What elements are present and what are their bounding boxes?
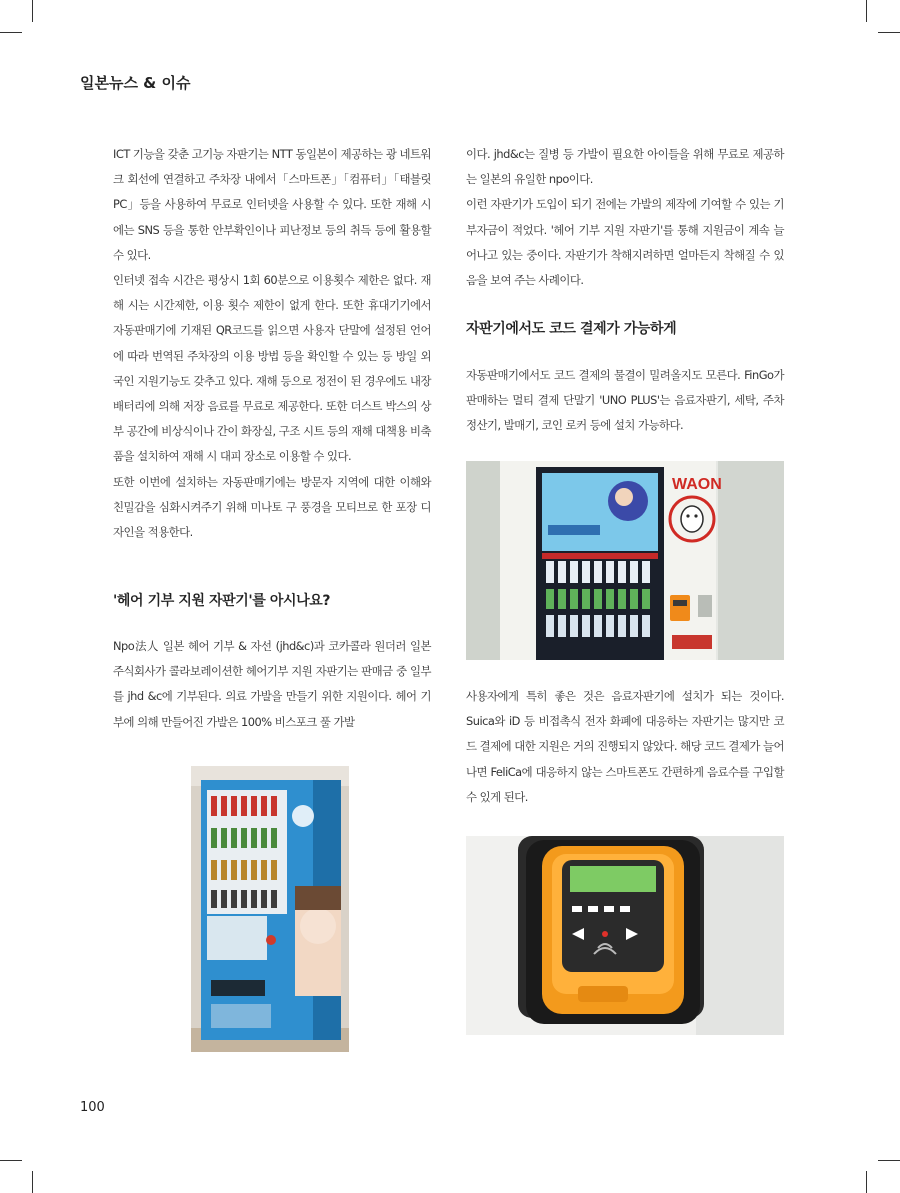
crop-mark: [0, 32, 22, 33]
crop-mark: [878, 1160, 900, 1161]
section-heading: 자판기에서도 코드 결제가 가능하게: [466, 321, 677, 337]
paragraph: Npo法人 일본 헤어 기부 & 자선 (jhd&c)과 코카콜라 원더러 일본 주식회사가 콜라보레이션한 헤어기부 지원 자판기는 판매금 중 일부를 jhd &c에 기부된다. 의료 가발을 만들기 위한 지원이다. 헤어 기부에 의해 만들어진 가발은 100% 비스포크 풀 가발: [113, 639, 431, 729]
crop-mark: [866, 0, 867, 22]
right-column: [466, 142, 784, 293]
section-heading: '헤어 기부 지원 자판기'를 아시나요?: [113, 593, 331, 609]
right-column-middle: [466, 363, 784, 439]
paragraph: 자동판매기에서도 코드 결제의 물결이 밀려올지도 모른다. FinGo가 판매하는 멀티 결제 단말기 'UNO PLUS'는 음료자판기, 세탁, 주차정산기, 발매기, 코인 로커 등에 설치 가능하다.: [466, 368, 784, 433]
left-column: [113, 142, 431, 545]
paragraph: ICT 기능을 갖춘 고기능 자판기는 NTT 동일본이 제공하는 광 네트워크 회선에 연결하고 주차장 내에서「스마트폰」「컴퓨터」「태블릿 PC」등을 사용하여 무료로 인터넷을 사용할 수 있다. 또한 재해 시에는 SNS 등을 통한 안부확인이나 피난정보 등의 취득 등에 활용할 수 있다.: [113, 147, 431, 262]
waon-vending-machine-photo: [466, 461, 784, 660]
crop-mark: [878, 32, 900, 33]
right-column-lower: [466, 684, 784, 810]
paragraph: 인터넷 접속 시간은 평상시 1회 60분으로 이용횟수 제한은 없다. 재해 시는 시간제한, 이용 횟수 제한이 없게 한다. 또한 휴대기기에서 자동판매기에 기재된 QR코드를 읽으면 사용자 단말에 설정된 언어에 따라 번역된 주차장의 이용 방법 등을 확인할 수 있는 등 방일 외국인 지원기능도 갖추고 있다. 재해 등으로 정전이 된 경우에도 내장 배터리에 의해 저장 음료를 무료로 제공한다. 또한 더스트 박스의 상부 공간에 비상식이나 간이 화장실, 구조 시트 등의 재해 대책용 비축품을 설치하여 재해 시 대피 장소로 이용할 수 있다.: [113, 273, 431, 464]
left-column-lower: [113, 634, 431, 735]
crop-mark: [32, 1171, 33, 1193]
paragraph: 이런 자판기가 도입이 되기 전에는 가발의 제작에 기여할 수 있는 기부자금이 적었다. '헤어 기부 지원 자판기'를 통해 지원금이 계속 늘어나고 있는 중이다. 자판기가 착해지려하면 얼마든지 착해질 수 있음을 보여 주는 사례이다.: [466, 197, 784, 288]
paragraph: 사용자에게 특히 좋은 것은 음료자판기에 설치가 되는 것이다. Suica와 iD 등 비접촉식 전자 화폐에 대응하는 자판기는 많지만 코드 결제에 대한 지원은 거의 진행되지 않았다. 해당 코드 결제가 늘어나면 FeliCa에 대응하지 않는 스마트폰도 간편하게 음료수를 구입할 수 있게 된다.: [466, 689, 784, 804]
hair-donation-vending-machine-photo: [191, 766, 349, 1052]
section-header: 일본뉴스 & 이슈: [80, 74, 191, 92]
crop-mark: [0, 1160, 22, 1161]
crop-mark: [866, 1171, 867, 1193]
paragraph: 또한 이번에 설치하는 자동판매기에는 방문자 지역에 대한 이해와 친밀감을 심화시켜주기 위해 미나토 구 풍경을 모티브로 한 포장 디자인을 적용한다.: [113, 474, 431, 540]
payment-terminal-photo: [466, 836, 784, 1035]
waon-logo-text: WAON: [672, 476, 722, 493]
crop-mark: [32, 0, 33, 22]
page-number: 100: [80, 1100, 105, 1115]
paragraph: 이다. jhd&c는 질병 등 가발이 필요한 아이들을 위해 무료로 제공하는 일본의 유일한 npo이다.: [466, 147, 784, 187]
